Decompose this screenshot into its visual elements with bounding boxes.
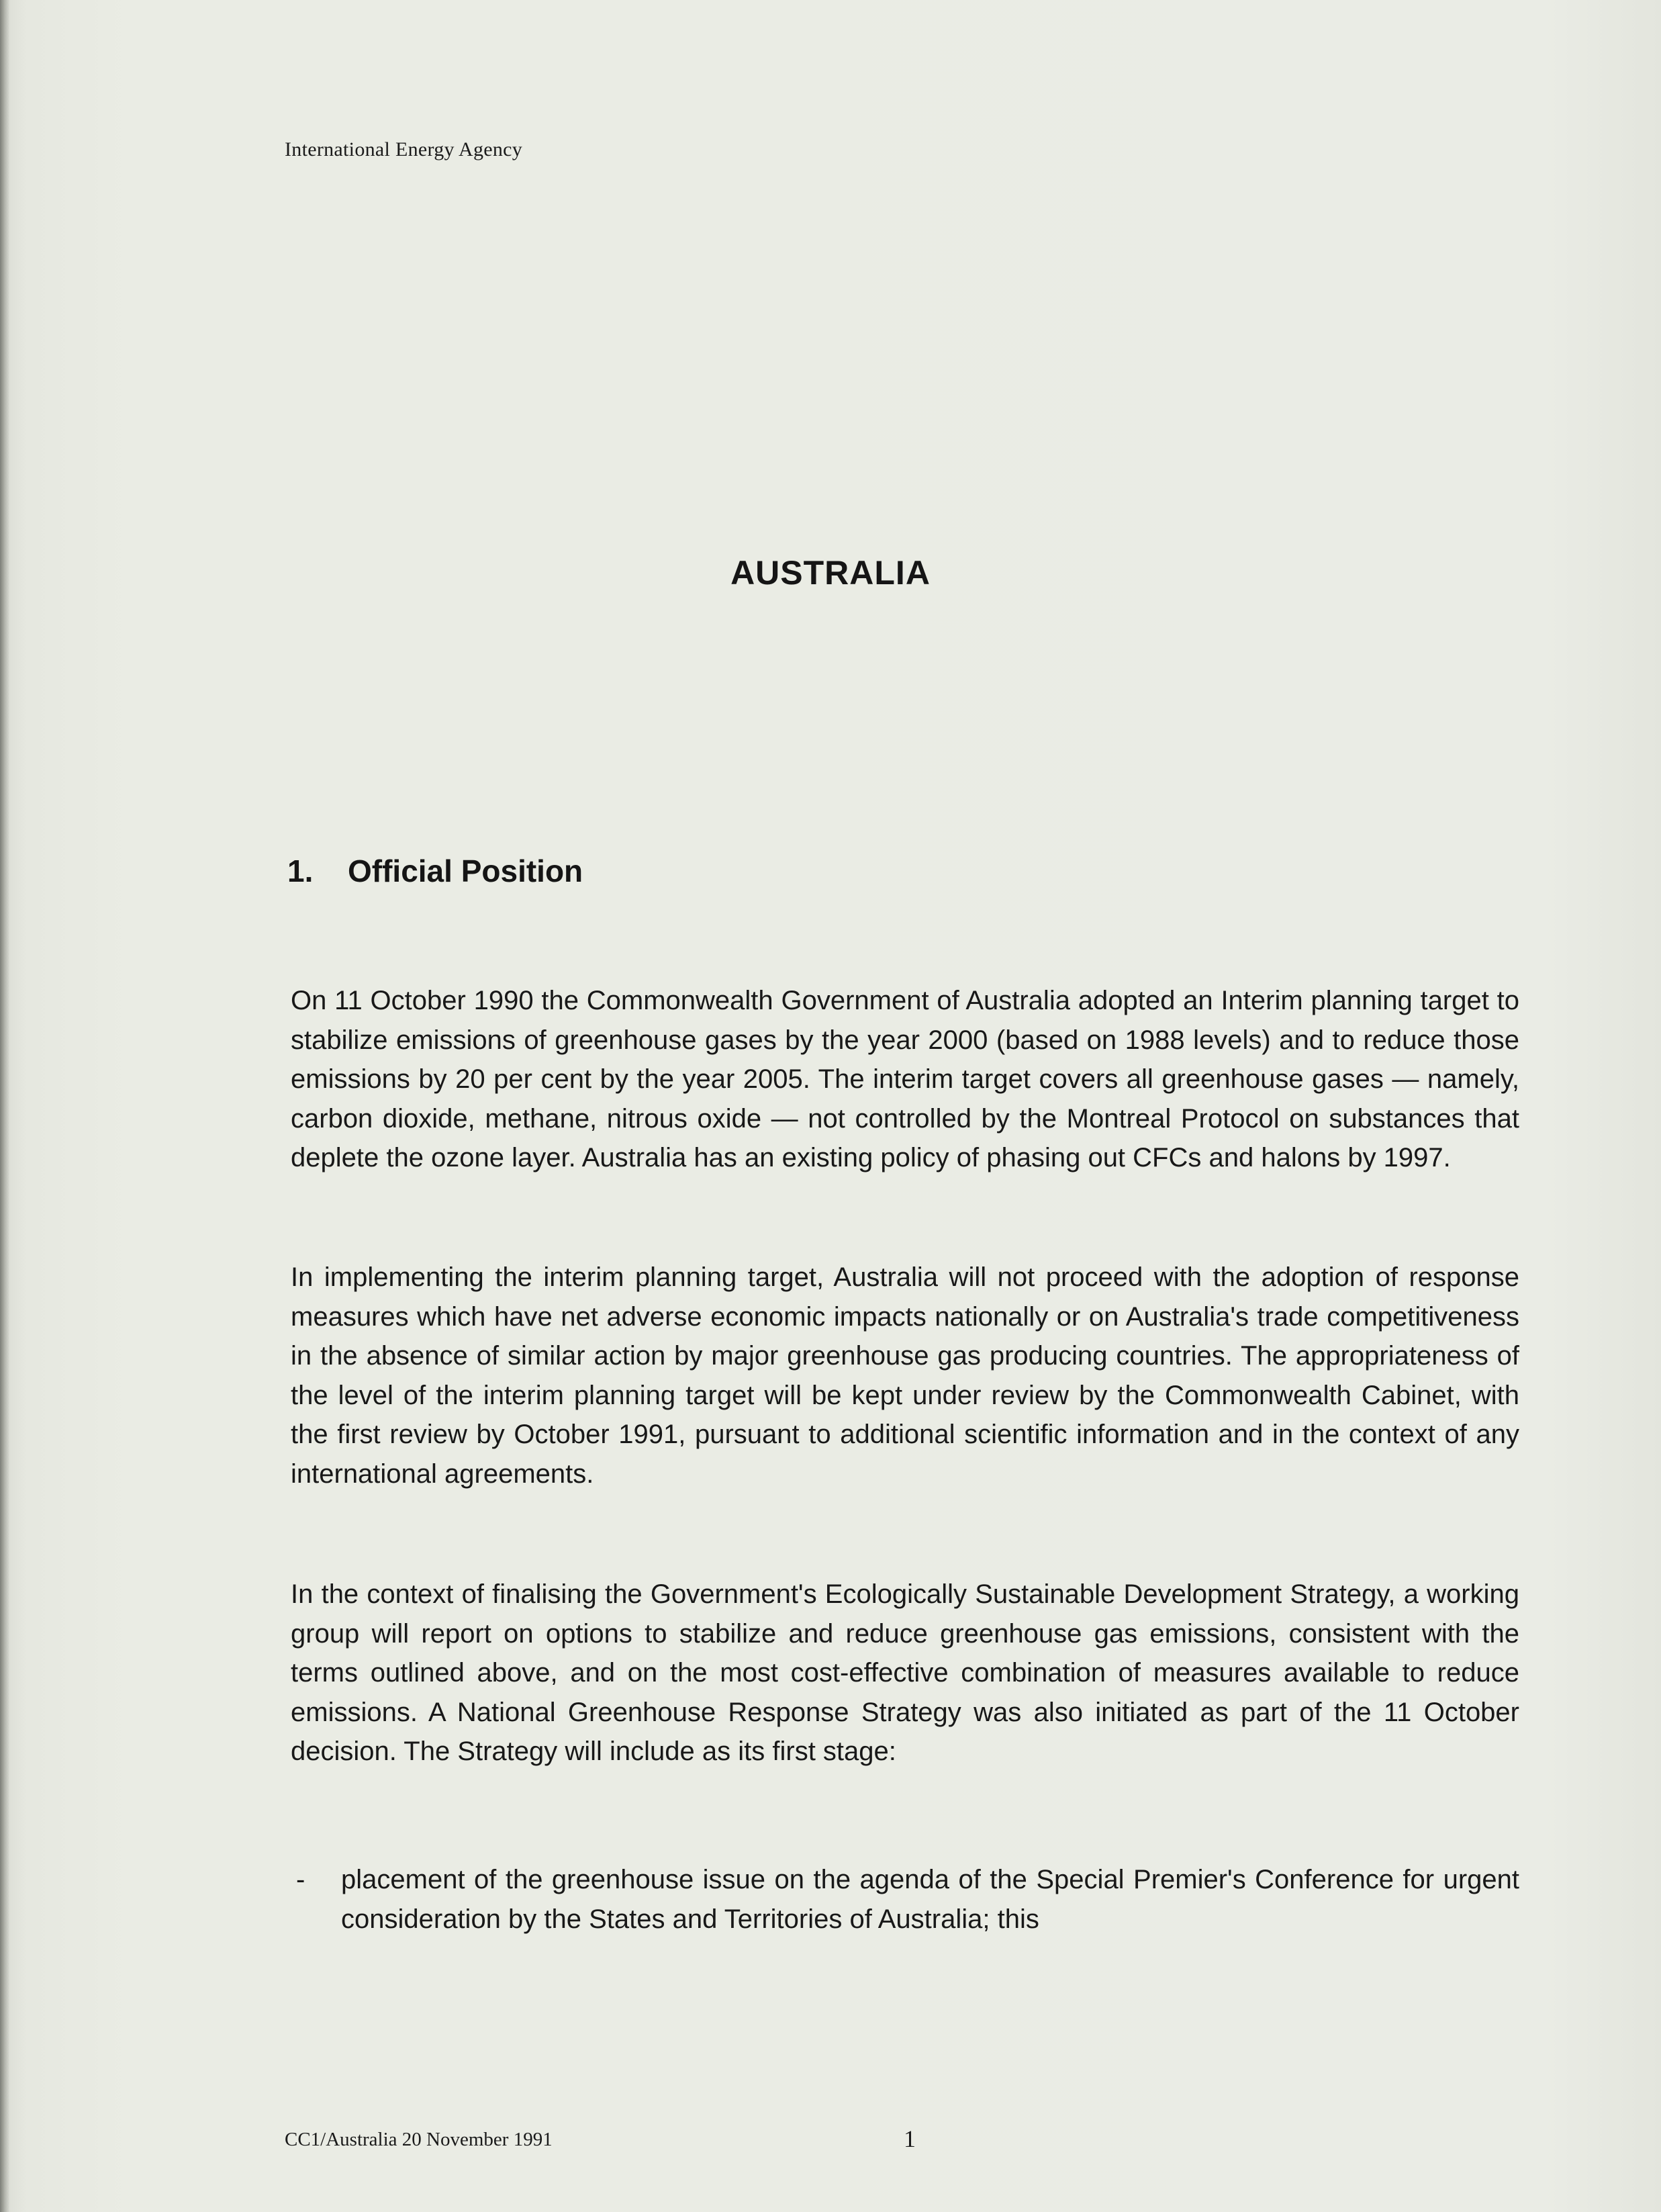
footer-document-ref: CC1/Australia 20 November 1991 — [285, 2129, 553, 2150]
page-binding-edge — [0, 0, 9, 2212]
running-header: International Energy Agency — [285, 138, 523, 160]
paragraph-implementation: In implementing the interim planning target, Australia will not proceed with the adoption of response measures which have net adverse economic impacts nationally or on Australia's trade competitiveness in the absence of similar action by major greenhouse gas producing countries. The appropriateness of the level of the interim planning target will be kept under review by the Commonwealth Cabinet, with the first review by October 1991, pursuant to additional scientific information and in the context of any international agreements. — [291, 1262, 1519, 1489]
bullet-dash: - — [296, 1865, 305, 1894]
bullet-text: placement of the greenhouse issue on the agenda of the Special Premier's Conference for urgent consideration by the States and Territories of Australia; this — [341, 1865, 1519, 1934]
section-number: 1. — [287, 854, 314, 888]
document-title: AUSTRALIA — [730, 554, 931, 592]
page-number: 1 — [904, 2125, 916, 2152]
paragraph-interim-target: On 11 October 1990 the Commonwealth Government of Australia adopted an Interim planning target to stabilize emissions of greenhouse gases by the year 2000 (based on 1988 levels) and to reduce those emissions by 20 per cent by the year 2005. The interim target covers all greenhouse gases — namely, carbon dioxide, methane, nitrous oxide — not controlled by the Montreal Protocol on substances that deplete the ozone layer. Australia has an existing policy of phasing out CFCs and halons by 1997. — [291, 986, 1519, 1172]
section-title: Official Position — [348, 854, 583, 888]
list-item — [291, 1860, 1519, 1939]
section-heading — [287, 853, 583, 889]
paragraph-strategy: In the context of finalising the Government's Ecologically Sustainable Development Strategy, a working group will report on options to stabilize and reduce greenhouse gas emissions, consistent with the terms outlined above, and on the most cost-effective combination of measures available to reduce emissions. A National Greenhouse Response Strategy was also initiated as part of the 11 October decision. The Strategy will include as its first stage: — [291, 1579, 1519, 1766]
